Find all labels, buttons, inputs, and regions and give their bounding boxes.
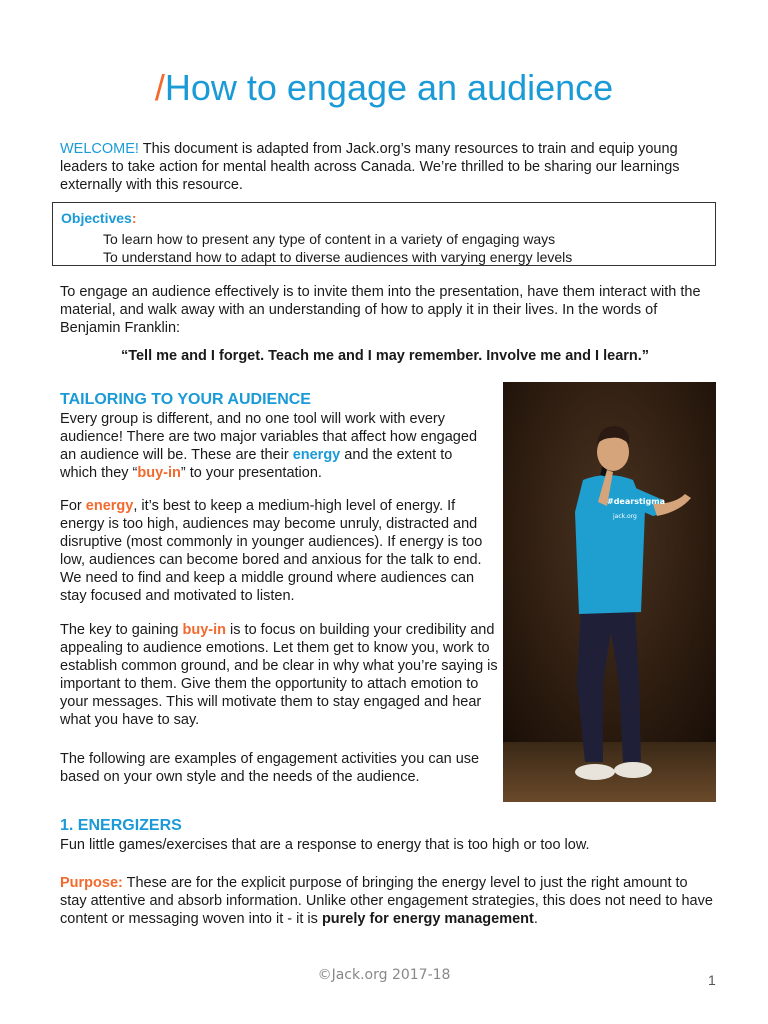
- title-text: How to engage an audience: [164, 67, 614, 108]
- objectives-box: [52, 202, 716, 266]
- text-run: The key to gaining: [60, 622, 183, 638]
- text-run: For: [60, 498, 86, 514]
- intro-text: This document is adapted from Jack.org’s many resources to train and equip young leaders to take action for mental health across Canada. We’re thrilled to be sharing our learnings externally with this resource.: [60, 141, 680, 193]
- footer-copyright: ©Jack.org 2017-18: [317, 967, 451, 983]
- purpose-paragraph: [60, 874, 714, 928]
- purpose-label: Purpose:: [60, 875, 123, 891]
- tailoring-paragraph-4: The following are examples of engagement activities you can use based on your own style and the needs of the audience.: [60, 751, 480, 785]
- shirt-subtext: jack.org: [613, 513, 637, 520]
- text-run: ” to your presentation.: [180, 465, 322, 481]
- page-title: [0, 66, 768, 110]
- tailoring-paragraph-2: [60, 497, 492, 605]
- page-number: 1: [708, 972, 716, 988]
- intro-paragraph: [60, 140, 710, 194]
- text-run: .: [533, 911, 538, 927]
- objective-item: To learn how to present any type of content in a variety of engaging ways: [103, 231, 556, 247]
- text-run: is to focus on building your credibility and appealing to audience emotions. Let them get to know you, work to establish common ground, and be clear in why what you’re saying is important to them. Give them the opportunity to attach emotion to your messages. This will motivate them to stay engaged and hear what you have to say.: [60, 622, 498, 728]
- speaker-photo: [503, 382, 716, 802]
- text-run: and the extent to which they “: [60, 447, 453, 481]
- text-run: These are for the explicit purpose of bringing the energy level to just the right amount to stay attentive and absorb information. Unlike other engagement strategies, this does not need to have content or messaging woven into it - it is: [60, 875, 713, 927]
- text-run: Every group is different, and no one tool will work with every audience! There are two major variables that affect how engaged an audience will be. These are their: [60, 411, 478, 463]
- tailoring-paragraph-3: [60, 621, 504, 729]
- shirt-text: #dearstigma: [607, 497, 665, 506]
- section-heading-tailoring: TAILORING TO YOUR AUDIENCE: [60, 391, 311, 408]
- objectives-title: [61, 210, 137, 226]
- text-run: , it’s best to keep a medium-high level of energy. If energy is too high, audiences may become unruly, distracted and disruptive (most commonly in younger audiences). If energy is too low, audiences can become bored and anxious for the talk to end. We need to find and keep a middle ground where audiences can stay focused and motivated to listen.: [60, 498, 483, 604]
- purpose-emphasis: purely for energy management: [321, 911, 534, 927]
- welcome-label: WELCOME!: [60, 141, 139, 157]
- franklin-quote: “Tell me and I forget. Teach me and I may remember. Involve me and I learn.”: [120, 348, 650, 364]
- section-heading-energizers: 1. ENERGIZERS: [60, 817, 182, 834]
- buyin-keyword: buy-in: [182, 622, 227, 638]
- tailoring-paragraph-1: [60, 410, 492, 482]
- energizers-description: Fun little games/exercises that are a response to energy that is too high or too low.: [60, 837, 590, 853]
- objectives-title-text: Objectives: [61, 210, 132, 226]
- buyin-keyword: buy-in: [137, 465, 181, 481]
- objective-item: To understand how to adapt to diverse audiences with varying energy levels: [103, 249, 573, 265]
- engage-paragraph: To engage an audience effectively is to invite them into the presentation, have them interact with the material, and walk away with an understanding of how to apply it in their lives. In the words of Benjamin Franklin:: [60, 284, 701, 336]
- energy-keyword: energy: [292, 447, 341, 463]
- objectives-colon: :: [131, 210, 137, 226]
- title-slash: /: [154, 67, 165, 108]
- energy-keyword: energy: [85, 498, 134, 514]
